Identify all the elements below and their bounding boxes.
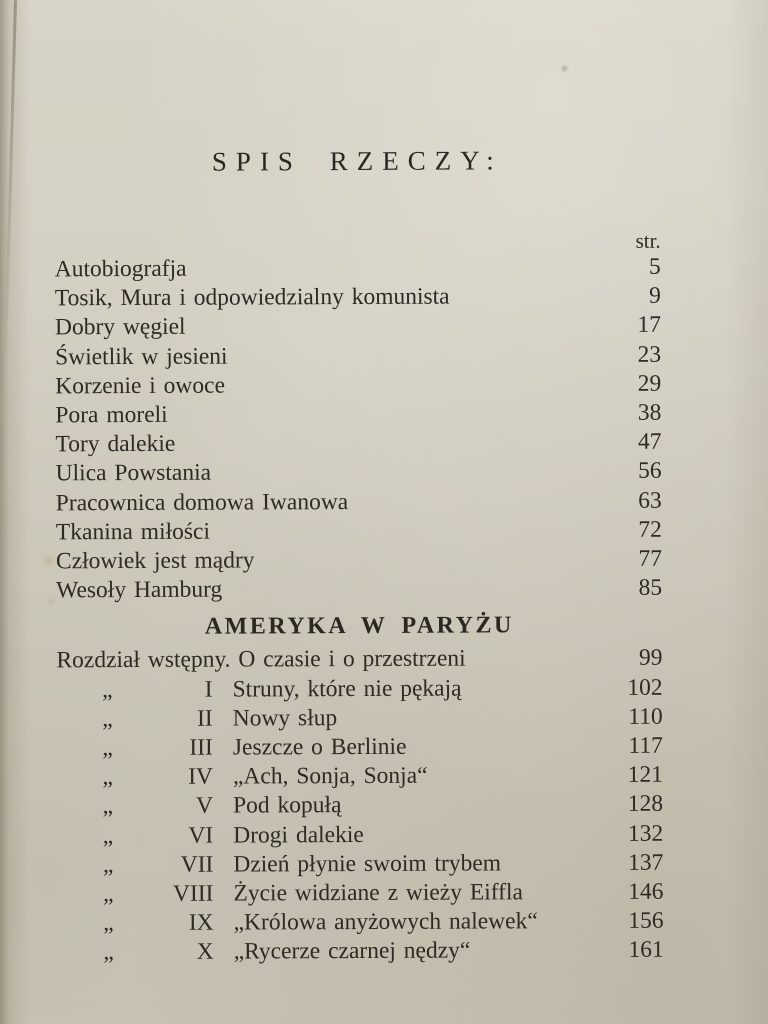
paper-stain [42,552,56,570]
entry-title: Człowiek jest mądry [55,547,255,575]
chapter-title: Dzień płynie swoim trybem [233,850,502,878]
chapter-page: 132 [627,820,664,847]
entry-page: 17 [637,312,662,339]
entry-page: 38 [637,399,662,426]
toc-entry [56,457,662,489]
section-heading: AMERYKA W PARYŻU [204,612,514,641]
entry-page: 85 [638,574,663,602]
ditto-mark: „ [102,676,113,703]
chapter-title: „Ach, Sonja, Sonja“ [232,762,428,790]
chapter-page: 102 [627,674,663,701]
ditto-mark: „ [103,910,114,937]
toc-entry [55,428,661,460]
paper-stain [46,596,56,608]
toc-entry [56,545,662,577]
toc-entry [55,369,661,401]
chapter-entry [57,819,663,851]
entry-title: Pracownica domowa Iwanowa [55,488,349,516]
chapter-numeral: VII [180,851,214,878]
entry-title: Autobiografja [54,255,187,283]
chapter-numeral: VIII [172,880,214,907]
entry-page: 23 [637,341,662,368]
entry-page: 77 [638,545,663,572]
entry-title: Tosik, Mura i odpowiedzialny komunista [54,283,450,312]
entry-page: 47 [637,428,662,456]
ditto-mark: „ [102,851,114,878]
entry-title: Korzenie i owoce [55,372,226,400]
section-entries [56,644,663,968]
ditto-mark: „ [102,822,114,849]
chapter-numeral: IV [188,763,214,790]
chapter-title: Pod kopułą [233,792,342,820]
table-of-contents [54,145,664,968]
chapter-page: 161 [628,937,664,964]
chapter-numeral: IX [188,909,214,937]
ditto-mark: „ [102,764,114,791]
chapter-page: 137 [628,849,664,876]
chapter-entry [57,732,663,764]
entry-page: 9 [649,282,661,309]
toc-entry [55,282,661,314]
toc-entry [56,516,662,548]
page-title: SPIS RZECZY: [211,145,503,177]
chapter-page: 128 [627,791,664,818]
page-edge-shadow [4,0,17,360]
chapter-page: 121 [627,761,664,789]
section-intro-entry [56,644,662,676]
entry-title: Ulica Powstania [55,460,212,487]
chapter-numeral: V [196,793,214,820]
chapter-page: 146 [628,878,664,905]
toc-entry [56,486,662,518]
chapter-entry [57,703,663,735]
chapter-numeral: VI [188,822,214,849]
chapter-page: 117 [628,732,663,759]
entry-title: Rozdział wstępny. O czasie i o przestrzeni [56,645,466,674]
ditto-mark: „ [102,735,113,762]
chapter-entry [58,907,664,939]
toc-entry [55,340,661,372]
ditto-mark: „ [102,881,114,908]
entry-title: Pora moreli [55,401,168,429]
toc-entries [55,253,663,606]
chapter-page: 110 [628,703,663,730]
ditto-mark: „ [102,793,114,820]
chapter-numeral: III [189,734,213,761]
chapter-title: Struny, które nie pękają [232,675,462,703]
chapter-entry [58,936,664,968]
entry-page: 29 [637,370,662,397]
entry-title: Dobry węgiel [54,314,186,341]
entry-title: Świetlik w jesieni [55,343,228,370]
toc-entry [55,311,661,343]
entry-page: 5 [648,253,661,280]
chapter-entry [57,878,663,910]
chapter-numeral: I [204,676,213,703]
page-column-header: str. [635,228,661,253]
entry-page: 63 [638,487,662,514]
chapter-entry [57,849,663,881]
toc-entry [55,399,661,431]
chapter-numeral: X [196,939,214,966]
chapter-numeral: II [196,705,213,732]
chapter-entry [57,790,663,822]
chapter-title: Drogi dalekie [233,821,364,849]
chapter-entry [57,761,663,793]
entry-title: Tory dalekie [55,431,176,458]
toc-entry [55,253,661,285]
entry-page: 99 [638,645,663,672]
paper-speck [560,64,569,73]
entry-page: 72 [638,516,662,543]
ditto-mark: „ [103,939,114,966]
toc-entry [56,574,662,606]
entry-title: Tkanina miłości [55,518,211,546]
chapter-title: „Królowa anyżowych nalewek“ [233,908,538,936]
chapter-title: Życie widziane z wieży Eiffla [233,879,523,907]
entry-title: Wesoły Hamburg [56,576,223,604]
chapter-title: Jeszcze o Berlinie [232,733,407,761]
entry-page: 56 [638,458,662,485]
chapter-title: „Rycerze czarnej nędzy“ [233,937,471,966]
ditto-mark: „ [102,705,113,732]
chapter-entry [57,673,663,705]
chapter-title: Nowy słup [232,704,338,732]
chapter-page: 156 [628,907,664,935]
